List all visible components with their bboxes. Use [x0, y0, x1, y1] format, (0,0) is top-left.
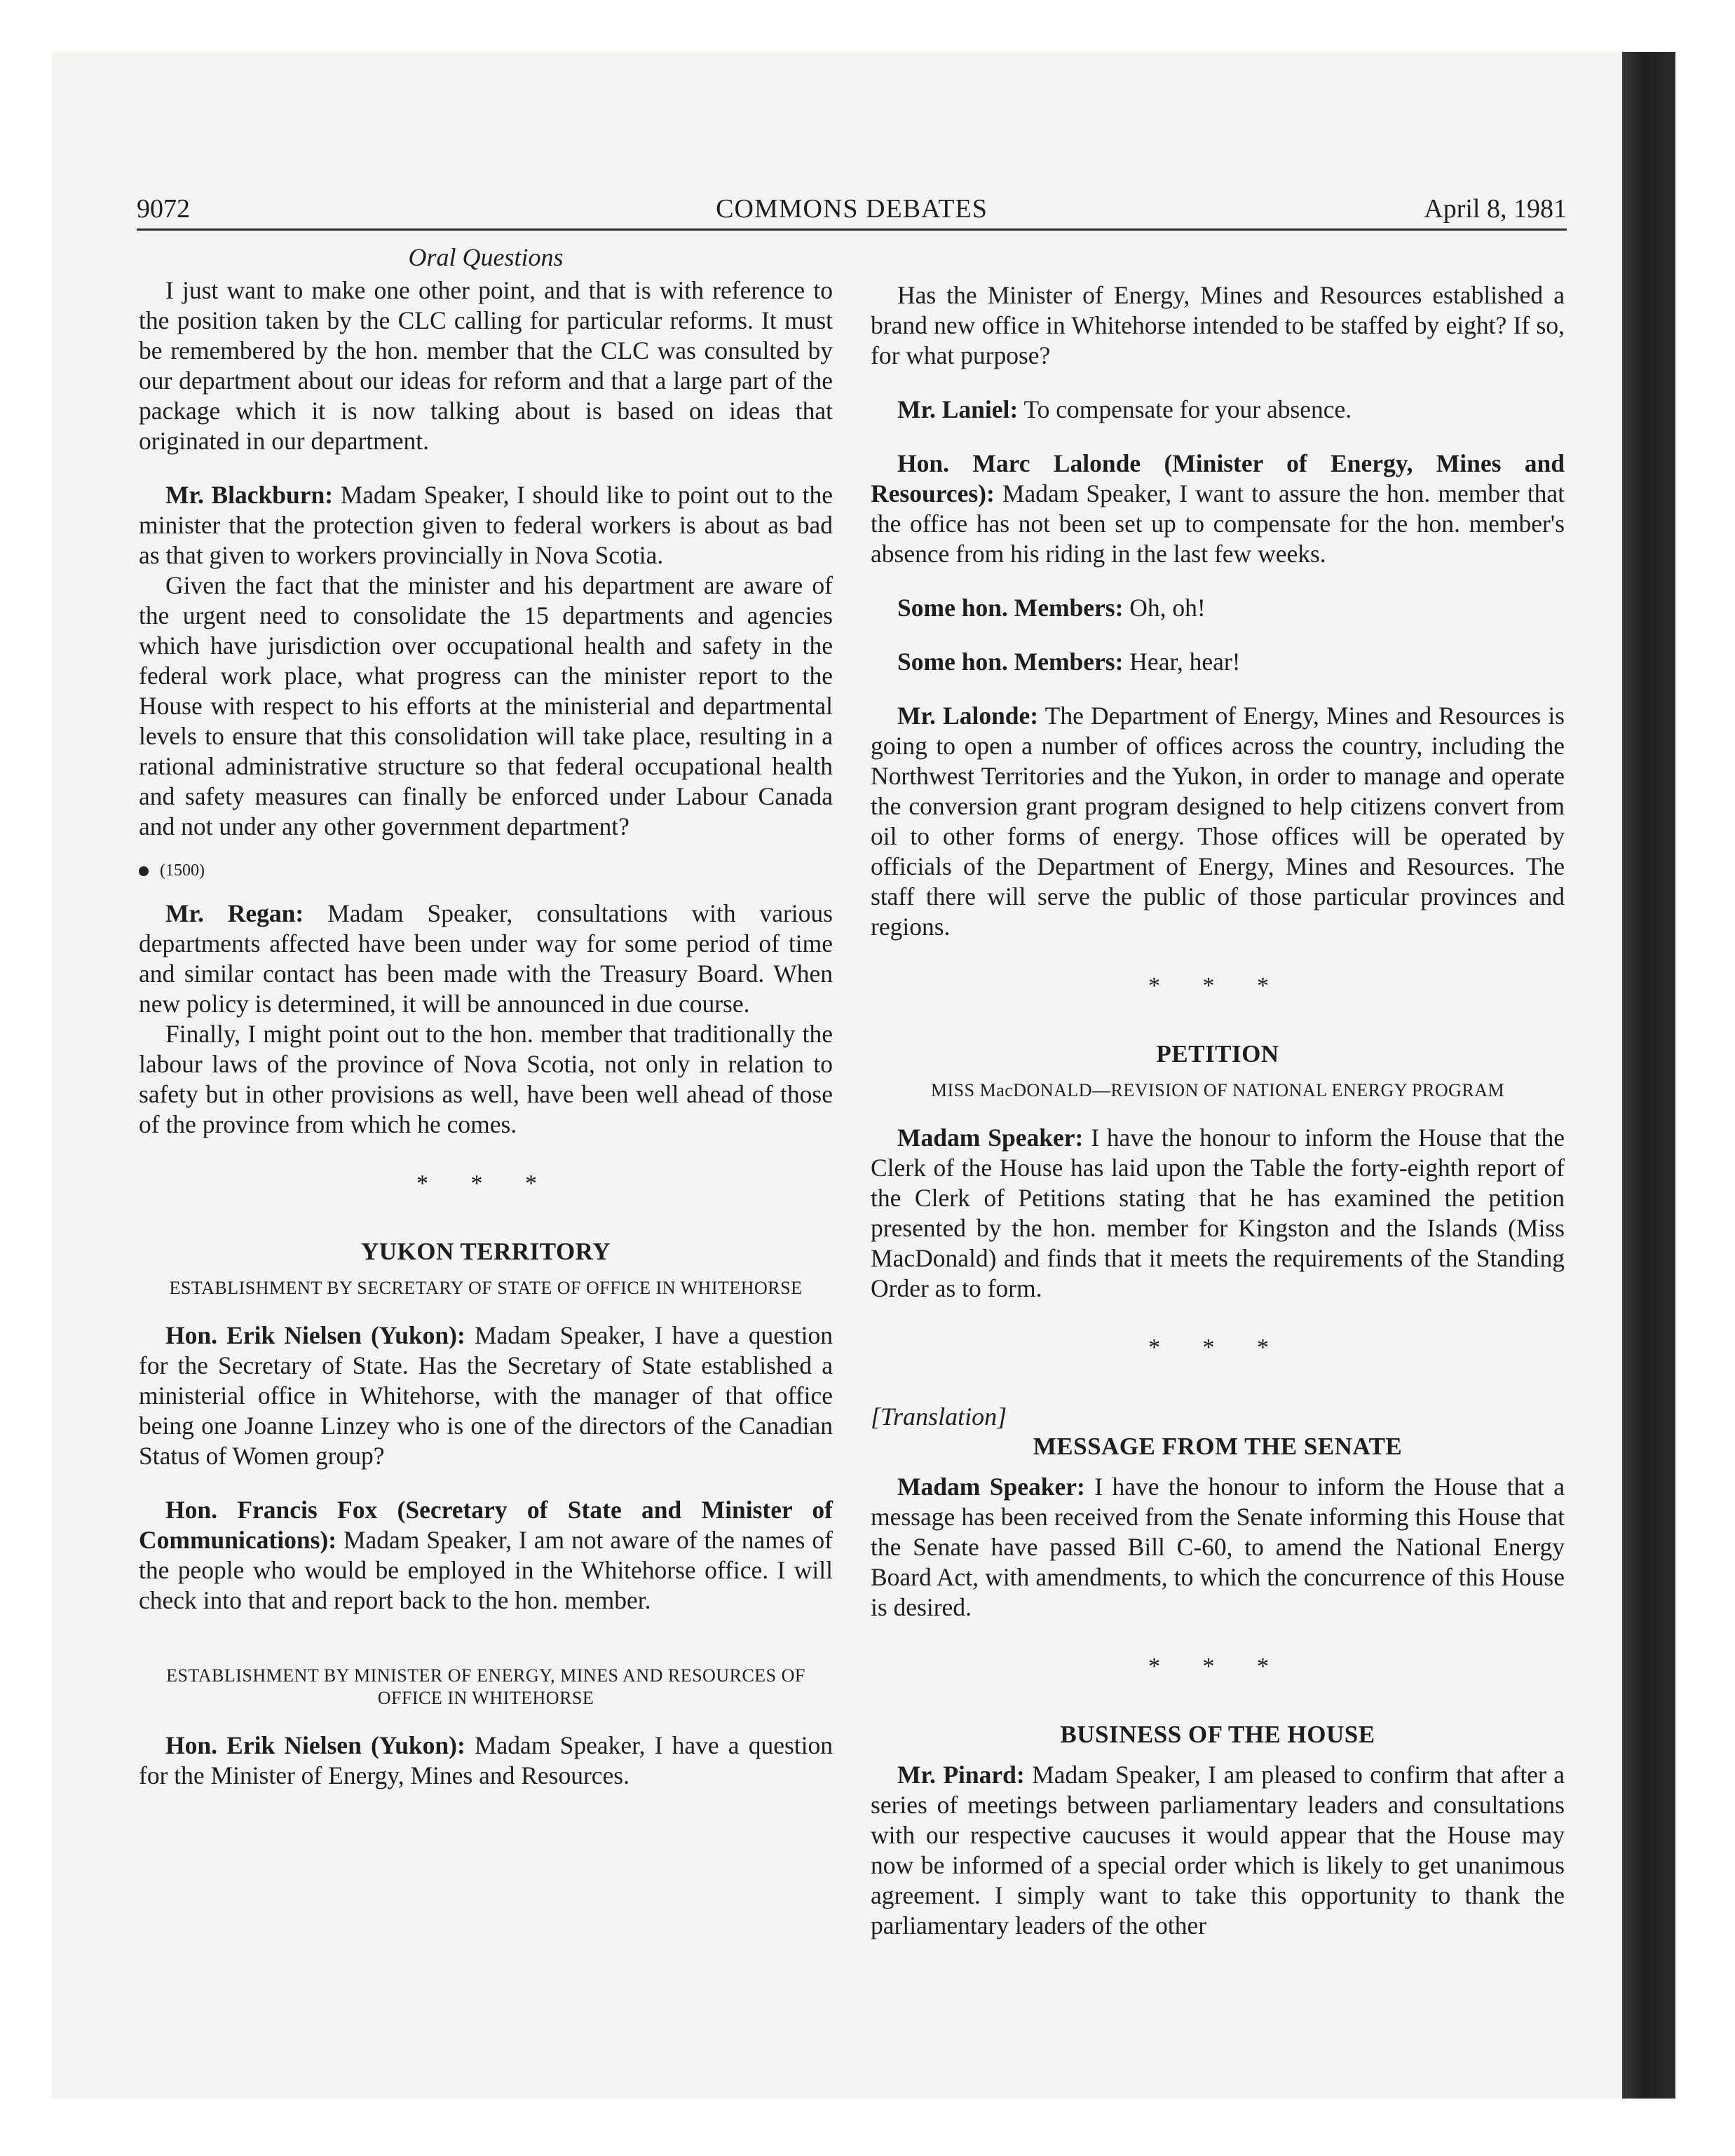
paragraph [871, 1472, 1565, 1623]
speaker-name: Some hon. Members: [897, 594, 1124, 622]
speech-text: I have the honour to inform the House that the Clerk of the House has laid upon the Table the forty-eighth report of the Clerk of Petitions stating that he has examined the petition presented by the hon. member for Kingston and the Islands (Miss MacDonald) and finds that it meets the requirements of the Standing Order as to form. [871, 1124, 1565, 1302]
paragraph [139, 1731, 833, 1791]
translation-marker: [Translation] [871, 1403, 1007, 1431]
page-number: 9072 [137, 194, 190, 224]
section-heading: PETITION [1156, 1040, 1279, 1067]
section-subheading: MISS MacDONALD—REVISION OF NATIONAL ENERGY PROGRAM [930, 1080, 1505, 1100]
section-divider: * * * [416, 1171, 555, 1196]
running-head: Oral Questions [408, 243, 564, 271]
section-subheading: ESTABLISHMENT BY SECRETARY OF STATE OF OFFICE IN WHITEHORSE [169, 1278, 803, 1298]
paragraph: Finally, I might point out to the hon. member that traditionally the labour laws of the province of Nova Scotia, not only in relation to safety but in other provisions as well, have been well ahead of those of the province from which he comes. [139, 1020, 833, 1138]
speech-text: The Department of Energy, Mines and Resources is going to open a number of offices across the country, including the Northwest Territories and the Yukon, in order to manage and operate the conversion grant program designed to help citizens convert from oil to other forms of energy. Those offices will be operated by officials of the Department of Energy, Mines and Resources. The staff there will serve the public of those particular provinces and regions. [871, 702, 1565, 941]
page-header [137, 192, 1567, 227]
bullet-icon [139, 866, 149, 876]
speech-text: Hear, hear! [1123, 648, 1241, 676]
paragraph: Given the fact that the minister and his department are aware of the urgent need to consolidate the 15 departments and agencies which have jurisdiction over occupational health and safety in the federal work place, what progress can the minister report to the House with respect to his efforts at the ministerial and departmental levels to ensure that this consolidation will take place, resulting in a rational administrative structure so that federal occupational health and safety measures can finally be enforced under Labour Canada and not under any other government department? [139, 571, 833, 840]
paragraph [139, 1495, 833, 1616]
speech-text: Madam Speaker, I am not aware of the names of the people who would be employed in the Whitehorse office. I will check into that and report back to the hon. member. [139, 1526, 833, 1614]
paragraph: I just want to make one other point, and that is with reference to the position taken by the CLC calling for particular reforms. It must be remembered by the hon. member that the CLC was consulted by our department about our ideas for reform and that a large part of the package which it is now talking about is based on ideas that originated in our department. [139, 276, 833, 455]
page-binding-edge [1622, 52, 1675, 2099]
header-rule [137, 228, 1567, 231]
paragraph [871, 647, 1565, 677]
speaker-name: Madam Speaker: [897, 1124, 1084, 1152]
section-subheading: ESTABLISHMENT BY MINISTER OF ENERGY, MINES AND RESOURCES OF OFFICE IN WHITEHORSE [166, 1665, 805, 1708]
paragraph [871, 1123, 1565, 1304]
speaker-name: Mr. Blackburn: [165, 481, 334, 509]
speech-text: Madam Speaker, I have a question for the Secretary of State. Has the Secretary of State established a ministerial office in Whitehorse, with the manager of that office being one Joanne Linzey who is one of the directors of the Canadian Status of Women group? [139, 1321, 833, 1470]
speaker-name: Some hon. Members: [897, 648, 1124, 676]
speaker-name: Mr. Regan: [165, 899, 304, 927]
speech-text: Madam Speaker, consultations with various departments affected have been under way for some period of time and similar contact has been made with the Treasury Board. When new policy is determined, it will be announced in due course. [139, 899, 833, 1018]
speech-text: I have the honour to inform the House that a message has been received from the Senate informing this House that the Senate have passed Bill C-60, to amend the National Energy Board Act, with amendments, to which the concurrence of this House is desired. [871, 1473, 1565, 1621]
section-divider: * * * [1148, 1653, 1287, 1679]
speaker-name: Madam Speaker: [897, 1473, 1085, 1501]
speaker-name: Hon. Erik Nielsen (Yukon): [165, 1731, 465, 1759]
speech-text: Madam Speaker, I should like to point out to the minister that the protection given to federal workers is about as bad as that given to workers provincially in Nova Scotia. [139, 481, 833, 569]
left-column [139, 242, 833, 1791]
speaker-name: Mr. Laniel: [897, 395, 1019, 423]
speaker-name: Hon. Erik Nielsen (Yukon): [165, 1321, 465, 1349]
section-heading: MESSAGE FROM THE SENATE [1033, 1433, 1403, 1460]
speaker-name: Mr. Lalonde: [897, 702, 1039, 730]
speech-text: To compensate for your absence. [1018, 395, 1352, 423]
paragraph [871, 593, 1565, 623]
paragraph [139, 1321, 833, 1471]
publication-title: COMMONS DEBATES [716, 194, 988, 224]
paragraph: Has the Minister of Energy, Mines and Resources established a brand new office in Whitehorse intended to be staffed by eight? If so, for what purpose? [871, 281, 1565, 369]
paragraph [139, 480, 833, 571]
speech-text: Madam Speaker, I want to assure the hon. member that the office has not been set up to compensate for the hon. member's absence from his riding in the last few weeks. [871, 479, 1565, 568]
speech-text: Oh, oh! [1123, 594, 1206, 622]
paragraph [139, 899, 833, 1019]
speaker-name: Mr. Pinard: [897, 1761, 1025, 1789]
right-column [871, 280, 1565, 1941]
paragraph [871, 395, 1565, 425]
section-divider: * * * [1148, 1335, 1287, 1360]
speaker-name: Hon. Marc Lalonde (Minister of Energy, Mines and Resources): [871, 449, 1565, 507]
paragraph [871, 1760, 1565, 1941]
timestamp [139, 861, 833, 880]
speech-text: Madam Speaker, I am pleased to confirm that after a series of meetings between parliamentary leaders and consultations with our respective caucuses it would appear that the House may now be informed of a special order which is likely to get unanimous agreement. I simply want to take this opportunity to thank the parliamentary leaders of the other [871, 1761, 1565, 1939]
section-heading: BUSINESS OF THE HOUSE [1060, 1721, 1375, 1748]
paragraph [871, 701, 1565, 942]
section-divider: * * * [1148, 973, 1287, 999]
timestamp-text: (1500) [160, 861, 205, 880]
speech-text: Madam Speaker, I have a question for the Minister of Energy, Mines and Resources. [139, 1731, 833, 1789]
section-heading: YUKON TERRITORY [360, 1238, 611, 1265]
paragraph [871, 449, 1565, 569]
speaker-name: Hon. Francis Fox (Secretary of State and Minister of Communications): [139, 1496, 833, 1554]
publication-date: April 8, 1981 [1424, 194, 1567, 224]
